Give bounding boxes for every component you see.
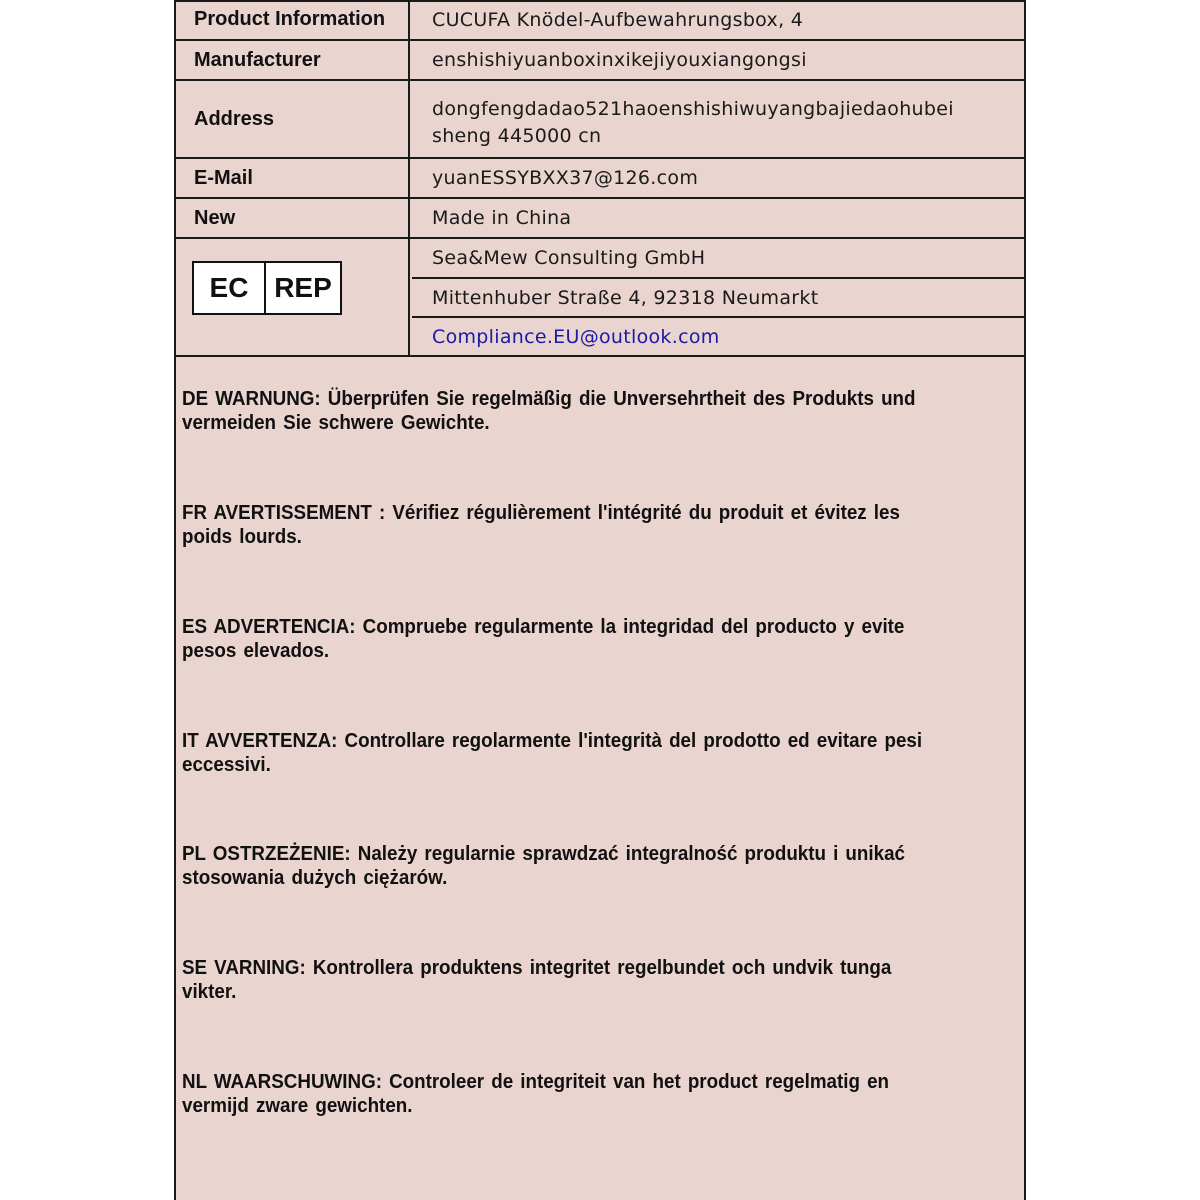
label-product-information: Product Information: [176, 0, 410, 39]
label-new: New: [176, 199, 410, 237]
label-address: Address: [176, 81, 410, 157]
warning-pl: PL OSTRZEŻENIE: Należy regularnie sprawdzać integralność produktu i unikać stosowania dużych ciężarów.: [182, 843, 905, 889]
ec-rep-email-link[interactable]: Compliance.EU@outlook.com: [432, 325, 720, 348]
warning-it: IT AVVERTENZA: Controllare regolarmente l'integrità del prodotto ed evitare pesi eccessivi.: [182, 730, 923, 776]
row-product-information: [176, 0, 1024, 41]
label-manufacturer: Manufacturer: [176, 41, 410, 79]
warning-fr: FR AVERTISSEMENT : Vérifiez régulièrement l'intégrité du produit et évitez les poids lourds.: [182, 502, 900, 548]
row-manufacturer: [176, 41, 1024, 81]
ec-rep-symbol-cell: [176, 239, 410, 355]
value-product-information: CUCUFA Knödel-Aufbewahrungsbox, 4: [432, 8, 804, 31]
value-manufacturer: enshishiyuanboxinxikejiyouxiangongsi: [432, 49, 807, 71]
warning-se: SE VARNING: Kontrollera produktens integritet regelbundet och undvik tunga vikter.: [182, 957, 892, 1003]
ec-rep-address: Mittenhuber Straße 4, 92318 Neumarkt: [412, 279, 1024, 318]
address-line-2: sheng 445000 cn: [432, 125, 602, 147]
row-address: [176, 81, 1024, 159]
value-address: [412, 81, 1024, 157]
value-new: Made in China: [432, 207, 572, 229]
ec-rep-icon: [192, 261, 342, 315]
ec-rep-email-cell: [412, 318, 1024, 355]
warning-de: DE WARNUNG: Überprüfen Sie regelmäßig die Unversehrtheit des Produkts und vermeiden Sie schwere Gewichte.: [182, 388, 916, 434]
ec-rep-rep-label: REP: [274, 272, 332, 303]
warning-nl: NL WAARSCHUWING: Controleer de integriteit van het product regelmatig en vermijd zware gewichten.: [182, 1071, 890, 1117]
row-email: [176, 159, 1024, 199]
label-email: E-Mail: [176, 159, 410, 197]
address-line-1: dongfengdadao521haoenshishiwuyangbajiedaohubei: [432, 98, 954, 120]
ec-rep-company: Sea&Mew Consulting GmbH: [412, 239, 1024, 279]
product-compliance-sheet: [174, 0, 1026, 1200]
row-new: [176, 199, 1024, 239]
ec-rep-ec-label: EC: [194, 263, 266, 313]
warning-es: ES ADVERTENCIA: Compruebe regularmente la integridad del producto y evite pesos elevados.: [182, 616, 905, 662]
value-email: yuanESSYBXX37@126.com: [432, 167, 699, 189]
row-ec-rep: [176, 239, 1024, 357]
